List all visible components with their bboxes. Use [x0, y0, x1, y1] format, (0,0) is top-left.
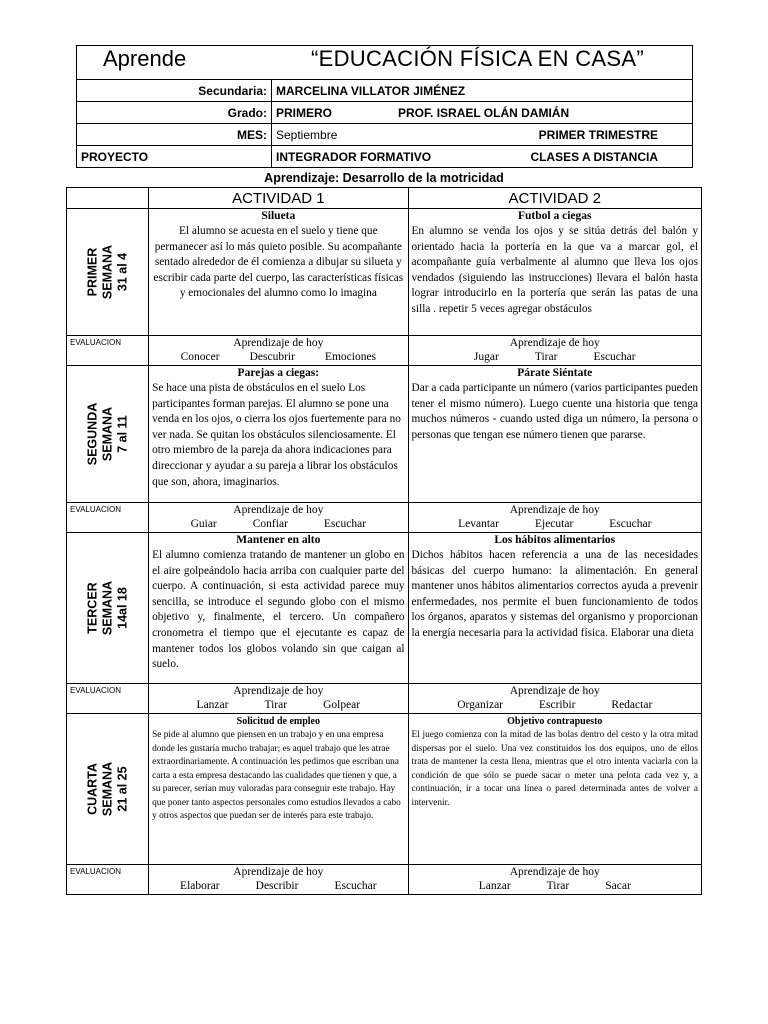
mes-value: Septiembre [276, 127, 338, 142]
proyecto-value: INTEGRADOR FORMATIVO [276, 149, 432, 164]
evaluation-word: Tirar [264, 699, 288, 711]
evaluation-title: Aprendizaje de hoy [233, 504, 324, 516]
activity-description: Dar a cada participante un número (varios participantes pueden tener el mismo número). Luego cuente una historia que tenga muchos números - cuando usted diga un número, la persona o personas que tengan ese número tienen que pararse. [411, 382, 698, 441]
activity-cell [149, 714, 408, 865]
corner-cell [67, 188, 149, 209]
evaluation-word: Escuchar [334, 880, 377, 892]
evaluation-word: Lanzar [478, 880, 511, 892]
evaluation-label: EVALUACION [67, 684, 149, 714]
activity-cell [408, 209, 701, 336]
week-label [85, 581, 130, 635]
activity-description: Se pide al alumno que piensen en un trabajo y en una empresa donde les gustaría mucho trabajar; es aquel trabajo que les atrae extraordinariamente. A continuación les pedimos que escriban una carta a esta empresa destacando las cualidades que tienen y que, a su parecer, serían muy valoradas para conseguir este trabajo. Hay que poner tanto aspectos personales como estudios llevados a cabo y otros aspectos que puedan ser de interés para este trabajo. [152, 730, 401, 821]
activity-description: El alumno se acuesta en el suelo y tiene que permanecer así lo más quieto posible. Su acompañante sentado alrededor de él comienza a dibujar su silueta y escribir cada parte del cuerpo, las características físicas y emocionales del alumno como lo imagina [153, 225, 404, 300]
grado-label: Grado: [77, 102, 272, 124]
activity-cell [408, 714, 701, 865]
activity-title: Parejas a ciegas: [237, 367, 320, 379]
evaluation-word: Tirar [546, 880, 570, 892]
evaluation-title: Aprendizaje de hoy [509, 685, 600, 697]
activity-description: El juego comienza con la mitad de las bolas dentro del cesto y la otra mitad dispersas por el suelo. Una vez constituidos los dos equipos, uno de ellos trata de mantener la cesta llena, mientras que el otro intenta vaciarla con la condición de que sólo se puede sacar o meter una pelota cada vez y, a continuación, ir a tocar una línea o pared determinada antes de volver a intervenir. [411, 730, 698, 808]
evaluation-word: Elaborar [180, 880, 220, 892]
activity-description: Dichos hábitos hacen referencia a una de las necesidades básicas del cuerpo humano: la alimentación. En general mantener unos hábitos alimentarios correctos ayuda a prevenir enfermedades, nos permite el buen funcionamiento de todos los órganos, aparatos y sistemas del organismo y proporcionan la energía necesaria para la actividad física. Elaborar una dieta [411, 549, 698, 639]
evaluation-cell [149, 865, 408, 895]
profesor-name: PROF. ISRAEL OLÁN DAMIÁN [398, 105, 570, 120]
proyecto-cell [272, 146, 693, 168]
evaluation-title: Aprendizaje de hoy [233, 337, 324, 349]
week-label [85, 245, 130, 299]
activity-cell [408, 366, 701, 503]
column-header-actividad-1: ACTIVIDAD 1 [149, 188, 408, 209]
evaluation-word: Conocer [180, 351, 220, 363]
week-label-line: SEMANA [100, 580, 115, 636]
evaluation-word: Sacar [605, 880, 631, 892]
evaluation-word: Organizar [457, 699, 503, 711]
week-label-line: 31 al 4 [115, 252, 130, 292]
title-cell [77, 46, 693, 80]
evaluation-word: Escuchar [593, 351, 636, 363]
mes-label: MES: [77, 124, 272, 146]
evaluation-word: Escuchar [323, 518, 367, 530]
evaluation-word: Emociones [324, 351, 377, 363]
evaluation-word: Escribir [539, 699, 576, 711]
week-label-line: CUARTA [85, 763, 100, 815]
evaluation-word: Descubrir [249, 351, 295, 363]
evaluation-word: Confiar [252, 518, 288, 530]
week-label-line: SEMANA [100, 406, 115, 462]
evaluation-word: Levantar [458, 518, 499, 530]
activities-table [66, 187, 702, 895]
secundaria-value: MARCELINA VILLATOR JIMÉNEZ [272, 80, 693, 102]
evaluation-cell [149, 684, 408, 714]
activity-title: Objetivo contrapuesto [507, 716, 603, 727]
evaluation-word: Describir [255, 880, 299, 892]
evaluation-word: Tirar [534, 351, 558, 363]
activity-title: Futbol a ciegas [518, 210, 592, 222]
activity-description: En alumno se venda los ojos y se sitúa detrás del balón y orientado hacia la portería en la que va a marcar gol, el acompañante guía verbalmente al alumno que lleva los ojos vendados (siguiendo las instrucciones) llevara el balón hasta lograr introducirlo en la portería que serán las patas de una silla . repetir 5 veces agregar obstáculos [411, 225, 698, 315]
evaluation-label: EVALUACION [67, 503, 149, 533]
week-label-cell [67, 533, 149, 684]
evaluation-word: Redactar [611, 699, 653, 711]
activity-cell [149, 209, 408, 336]
evaluation-title: Aprendizaje de hoy [509, 866, 600, 878]
week-label [85, 762, 130, 816]
evaluation-cell [149, 503, 408, 533]
evaluation-word: Ejecutar [534, 518, 574, 530]
activity-cell [149, 533, 408, 684]
week-label [85, 403, 130, 466]
evaluation-title: Aprendizaje de hoy [509, 504, 600, 516]
activity-title: Solicitud de empleo [236, 716, 320, 727]
week-label-line: SEGUNDA [85, 402, 100, 466]
evaluation-label: EVALUACION [67, 865, 149, 895]
evaluation-word: Golpear [323, 699, 361, 711]
grado-cell [272, 102, 693, 124]
evaluation-title: Aprendizaje de hoy [509, 337, 600, 349]
evaluation-word: Jugar [473, 351, 499, 363]
week-label-cell [67, 209, 149, 336]
column-header-actividad-2: ACTIVIDAD 2 [408, 188, 701, 209]
evaluation-cell [408, 865, 701, 895]
evaluation-title: Aprendizaje de hoy [233, 866, 324, 878]
evaluation-label: EVALUACION [67, 336, 149, 366]
week-label-line: SEMANA [100, 761, 115, 817]
week-label-line: PRIMER [85, 247, 100, 297]
secundaria-label: Secundaria: [77, 80, 272, 102]
activity-description: Se hace una pista de obstáculos en el suelo Los participantes forman parejas. El alumno se pone una venda en los ojos, o cierra los ojos fuertemente para no ver nada. Se quitan los obstáculos silenciosamente. El otro miembro de la pareja da ahora indicaciones para direccionar y ayudar a su pareja a librar los obstáculos que son, ahora, imaginarios. [152, 382, 401, 488]
evaluation-title: Aprendizaje de hoy [233, 685, 324, 697]
evaluation-word: Escuchar [609, 518, 652, 530]
activity-cell [408, 533, 701, 684]
mes-cell [272, 124, 693, 146]
week-label-line: 14al 18 [115, 587, 130, 629]
activity-title: Silueta [261, 210, 296, 222]
activity-cell [149, 366, 408, 503]
week-label-cell [67, 714, 149, 865]
proyecto-label: PROYECTO [77, 146, 272, 168]
aprendizaje-caption: Aprendizaje: Desarrollo de la motricidad [264, 171, 504, 185]
trimestre-value: PRIMER TRIMESTRE [538, 127, 658, 142]
evaluation-cell [149, 336, 408, 366]
activity-description: El alumno comienza tratando de mantener un globo en el aire golpeándolo hacia arriba con cualquier parte del cuerpo. A continuación, si esta actividad parece muy sencilla, se introduce el segundo globo con el mismo objetivo y, finalmente, el tercero. Un compañero cronometra el tiempo que el ejecutante es capaz de mantener todos los globos volando sin que caigan al suelo. [152, 549, 405, 671]
evaluation-word: Guiar [190, 518, 217, 530]
grado-value: PRIMERO [276, 105, 333, 120]
week-label-line: 7 al 11 [115, 415, 130, 453]
modalidad-value: CLASES A DISTANCIA [530, 149, 658, 164]
week-label-cell [67, 366, 149, 503]
header-table [76, 45, 693, 168]
week-label-line: TERCER [85, 582, 100, 634]
evaluation-cell [408, 336, 701, 366]
activity-title: Párate Siéntate [517, 367, 593, 379]
evaluation-word: Lanzar [196, 699, 229, 711]
aprende-label: Aprende [103, 46, 187, 71]
evaluation-cell [408, 503, 701, 533]
page-title: “EDUCACIÓN FÍSICA EN CASA” [311, 46, 644, 71]
week-label-line: SEMANA [100, 244, 115, 300]
activity-title: Los hábitos alimentarios [494, 534, 616, 546]
activity-title: Mantener en alto [236, 534, 321, 546]
evaluation-cell [408, 684, 701, 714]
week-label-line: 21 al 25 [115, 766, 130, 812]
